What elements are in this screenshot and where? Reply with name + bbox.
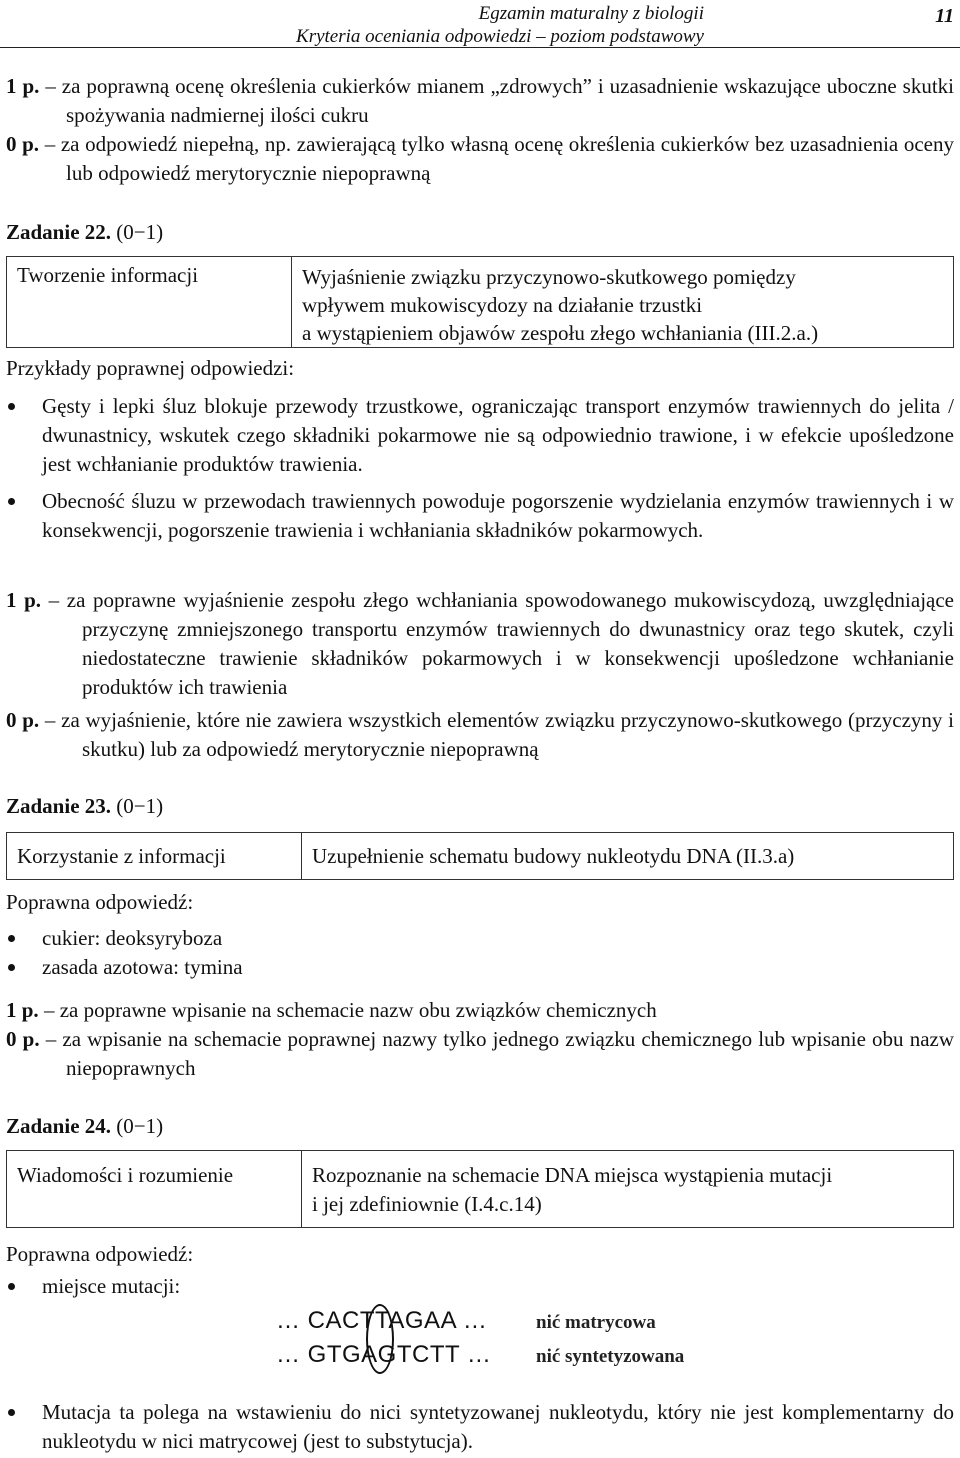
score-label: 1 p.	[6, 998, 39, 1022]
scoring-1p	[6, 586, 954, 702]
scoring-1p	[6, 996, 954, 1025]
requirement-line: wpływem mukowiscydozy na działanie trzustki	[302, 293, 703, 317]
answers-list	[6, 924, 954, 982]
header-exam-title: Egzamin maturalny z biologii	[478, 3, 704, 24]
task-23-title	[6, 792, 163, 821]
score-text: – za poprawne wyjaśnienie zespołu złego wchłaniania spowodowanego mukowiscydozą, uwzględniające przyczynę zmniejszonego transportu enzymów trawiennych do dwunastnicy oraz tego skutek, czyli niedostateczne trawienie składników pokarmowych i w konsekwencji upośledzone wchłanianie produktów ich trawienia	[41, 588, 954, 699]
skill-cell: Tworzenie informacji	[7, 257, 292, 347]
answer-label: Poprawna odpowiedź:	[6, 890, 194, 914]
scoring-0p	[6, 706, 954, 764]
score-label: 0 p.	[6, 132, 40, 156]
requirement-line: Rozpoznanie na schemacie DNA miejsca wystąpienia mutacji	[312, 1163, 833, 1187]
task-points: (0−1)	[116, 1114, 164, 1138]
page-number: 11	[935, 5, 954, 27]
answers-list-2	[6, 1398, 954, 1456]
task-points: (0−1)	[116, 220, 164, 244]
task-number: Zadanie 22.	[6, 220, 112, 244]
answer-item: Mutacja ta polega na wstawieniu do nici syntetyzowanej nukleotydu, który nie jest komplementarny do nukleotydu w nici matrycowej (jest to substytucja).	[6, 1398, 954, 1456]
answers-label: Przykłady poprawnej odpowiedzi:	[6, 356, 295, 380]
scoring-0p-prev	[6, 130, 954, 188]
score-label: 1 p.	[6, 588, 42, 612]
dna-template-sequence: … CACTTAGAA …	[276, 1307, 488, 1334]
answer-item: Gęsty i lepki śluz blokuje przewody trzustkowe, ograniczając transport enzymów trawiennych do jelita / dwunastnicy, wskutek czego składniki pokarmowe nie są odpowiednio trawione, i w efekcie upośledzone jest wchłanianie produktów trawienia.	[6, 392, 954, 479]
task-22-requirements-box	[6, 256, 954, 348]
header-titles	[296, 2, 704, 48]
scoring-1p-prev	[6, 72, 954, 130]
answer-item: miejsce mutacji:	[6, 1272, 954, 1301]
requirement-cell: Uzupełnienie schematu budowy nukleotydu DNA (II.3.a)	[312, 844, 795, 868]
task-22-title	[6, 218, 163, 247]
task-24-requirements-box	[6, 1150, 954, 1228]
answer-item: zasada azotowa: tymina	[6, 953, 954, 982]
dna-mutation-figure	[276, 1302, 696, 1374]
score-label: 0 p.	[6, 708, 40, 732]
requirement-line: a wystąpieniem objawów zespołu złego wchłaniania (III.2.a.)	[302, 321, 819, 345]
header-subtitle: Kryteria oceniania odpowiedzi – poziom podstawowy	[296, 26, 704, 47]
answer-item: cukier: deoksyryboza	[6, 924, 954, 953]
answer-item: Obecność śluzu w przewodach trawiennych powoduje pogorszenie wydzielania enzymów trawiennych i w konsekwencji, pogorszenie trawienia i wchłaniania składników pokarmowych.	[6, 487, 954, 545]
requirement-line: i jej zdefiniownie (I.4.c.14)	[312, 1192, 542, 1216]
task-number: Zadanie 24.	[6, 1114, 112, 1138]
score-text: – za poprawne wpisanie na schemacie nazw obu związków chemicznych	[38, 998, 657, 1022]
task-24-title	[6, 1112, 163, 1141]
requirement-line: Wyjaśnienie związku przyczynowo-skutkowego pomiędzy	[302, 265, 796, 289]
strand-label-template: nić matrycowa	[536, 1312, 656, 1333]
answers-list	[6, 1272, 954, 1301]
answer-label: Poprawna odpowiedź:	[6, 1242, 194, 1266]
requirement-cell	[302, 1151, 953, 1227]
strand-label-coding: nić syntetyzowana	[536, 1346, 685, 1367]
task-23-requirements-box	[6, 832, 954, 880]
dna-coding-sequence: … GTGAGTCTT …	[276, 1341, 492, 1368]
score-label: 1 p.	[6, 74, 40, 98]
score-text: – za poprawną ocenę określenia cukierków mianem „zdrowych” i uzasadnienie wskazujące uboczne skutki spożywania nadmiernej ilości cukru	[39, 74, 954, 127]
score-text: – za odpowiedź niepełną, np. zawierającą tylko własną ocenę określenia cukierków bez uzasadnienia oceny lub odpowiedź merytorycznie niepoprawną	[39, 132, 954, 185]
skill-cell: Wiadomości i rozumienie	[7, 1151, 302, 1227]
score-label: 0 p.	[6, 1027, 40, 1051]
task-number: Zadanie 23.	[6, 794, 112, 818]
scoring-0p	[6, 1025, 954, 1083]
requirement-cell	[292, 257, 953, 347]
score-text: – za wpisanie na schemacie poprawnej nazwy tylko jednego związku chemicznego lub wpisanie obu nazw niepoprawnych	[39, 1027, 955, 1080]
page-header	[0, 0, 960, 48]
task-points: (0−1)	[116, 794, 164, 818]
skill-cell: Korzystanie z informacji	[7, 833, 302, 879]
mutation-marker-oval	[366, 1304, 394, 1374]
answers-list	[6, 392, 954, 545]
score-text: – za wyjaśnienie, które nie zawiera wszystkich elementów związku przyczynowo-skutkowego (przyczyny i skutku) lub za odpowiedź merytorycznie niepoprawną	[39, 708, 954, 761]
